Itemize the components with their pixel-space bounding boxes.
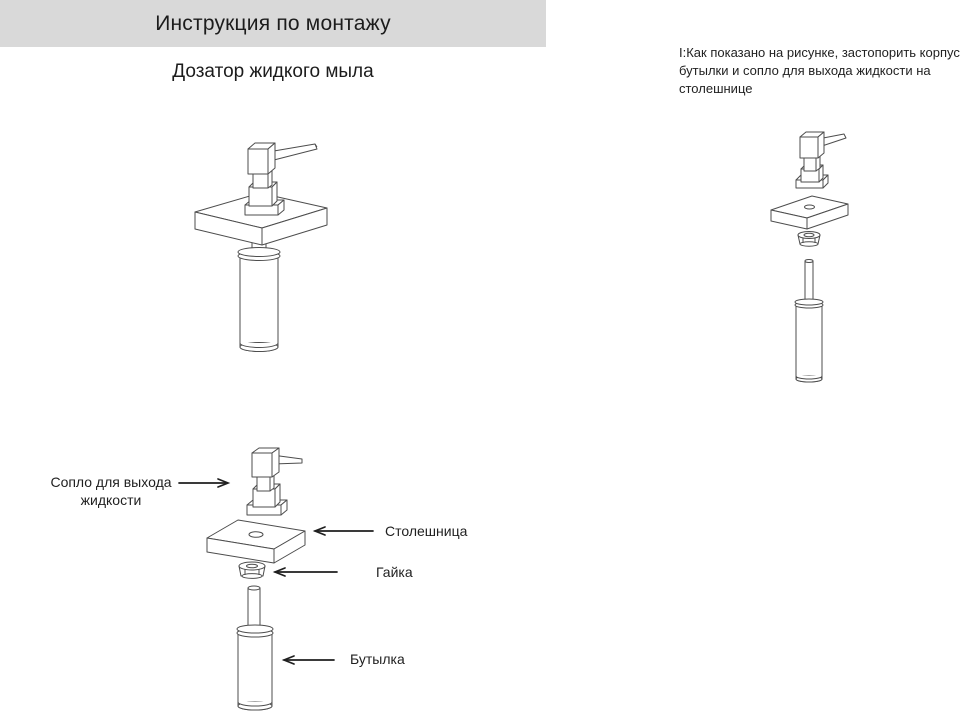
arrow-to-countertop	[313, 524, 375, 538]
pump-head-drawing	[247, 448, 302, 515]
pump-head-drawing	[796, 132, 846, 188]
header-bar	[0, 0, 546, 47]
label-nozzle-line1: Сопло для выхода	[50, 474, 172, 490]
plate-drawing	[771, 196, 848, 229]
label-nozzle	[36, 473, 186, 509]
product-subtitle: Дозатор жидкого мыла	[172, 61, 374, 82]
label-countertop: Столешница	[385, 523, 468, 539]
page-title: Инструкция по монтажу	[155, 11, 391, 35]
bottle-drawing	[238, 248, 280, 352]
arrow-to-nut	[273, 565, 339, 579]
nut-drawing	[798, 232, 820, 247]
nut-drawing	[239, 562, 265, 578]
figure-exploded-dispenser-right	[770, 130, 900, 390]
label-nozzle-line2: жидкости	[80, 492, 142, 508]
plate-drawing	[207, 520, 305, 563]
step-note: I:Как показано на рисунке, застопорить корпус бутылки и сопло для выхода жидкости на столешнице	[679, 45, 960, 96]
label-nut: Гайка	[376, 564, 413, 580]
bottle-drawing	[237, 586, 273, 710]
bottle-drawing	[795, 260, 823, 383]
figure-assembled-dispenser	[185, 135, 335, 360]
arrow-to-nozzle	[178, 476, 230, 490]
arrow-to-bottle	[282, 653, 336, 667]
label-bottle: Бутылка	[350, 651, 405, 667]
